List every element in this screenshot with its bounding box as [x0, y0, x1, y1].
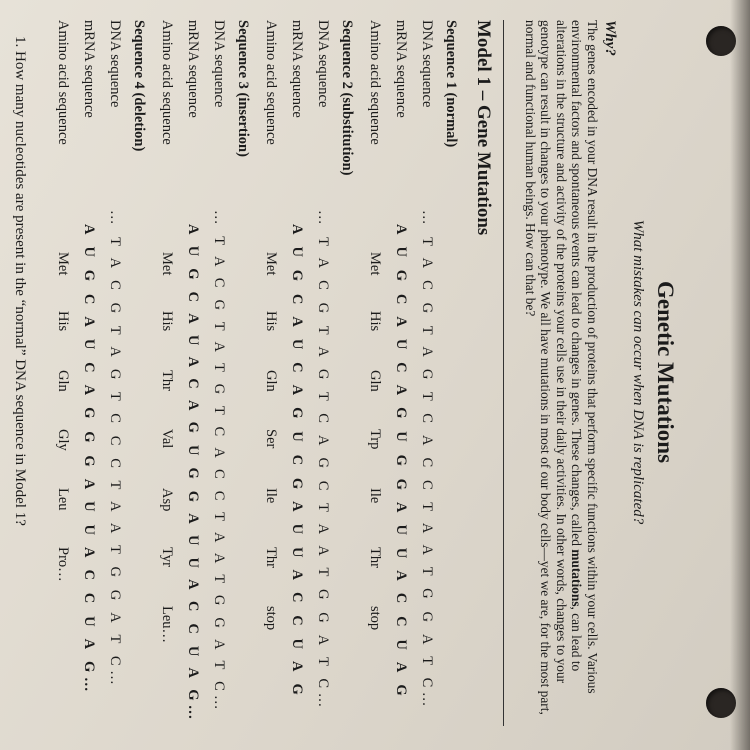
amino-acid-label: Amino acid sequence	[263, 20, 279, 145]
model-title: Model 1 – Gene Mutations	[473, 20, 494, 236]
section-divider	[503, 20, 504, 726]
page-title: Genetic Mutations	[653, 280, 678, 464]
amino-acid-label: Amino acid sequence	[367, 20, 383, 145]
amino-acid-label: Amino acid sequence	[159, 20, 175, 145]
mrna-label: mRNA sequence	[393, 20, 409, 118]
dna-sequence: … T A C G T A G T C A G C T A A T G G A T C…	[315, 210, 331, 712]
mrna-sequence: A U G C A U C A G U C G A U U A C C U A G	[289, 224, 305, 700]
amino-acid-label: Amino acid sequence	[55, 20, 71, 145]
mrna-sequence: A U G C A U C A G U G G A U U A C C U A G	[393, 224, 409, 701]
amino-acid: His	[367, 311, 383, 332]
sequence-heading: Sequence 3 (insertion)	[235, 20, 251, 157]
amino-acid: Trp	[367, 429, 383, 450]
why-text-part2: , can lead to alterations in the structure and activity of the proteins your cells use in their daily activities. In other words, changes to your genotype can result in changes to your phenotype. We all have mutations in most of our body cells—yet we are, for the most part, normal and functional human beings. How can that be?	[523, 20, 585, 715]
page-edge-shadow	[730, 0, 750, 750]
dna-sequence: … T A C G T A T G T C A C C T A A T G G A T C…	[211, 210, 227, 714]
mrna-label: mRNA sequence	[289, 20, 305, 118]
mrna-sequence: A U G C A U A C A G U G G A U U A C C U A G…	[185, 224, 201, 724]
amino-acid: Met	[263, 252, 279, 276]
amino-acid: Met	[367, 252, 383, 276]
dna-label: DNA sequence	[315, 20, 331, 108]
amino-acid: stop	[367, 606, 383, 631]
amino-acid: Leu…	[159, 606, 175, 644]
amino-acid: Gln	[367, 370, 383, 392]
amino-acid: Ile	[263, 488, 279, 504]
why-bold-word: mutations	[569, 549, 585, 607]
amino-acid: Ser	[263, 429, 279, 449]
amino-acid: Asp	[159, 488, 175, 512]
amino-acid: His	[55, 311, 71, 332]
amino-acid: His	[159, 311, 175, 332]
amino-acid: Pro…	[55, 547, 71, 582]
sequence-heading: Sequence 2 (substitution)	[339, 20, 355, 176]
amino-acid: Ile	[367, 488, 383, 504]
question-1: 1. How many nucleotides are present in the “normal” DNA sequence in Model 1?	[12, 36, 28, 526]
amino-acid: Gln	[55, 370, 71, 392]
dna-label: DNA sequence	[107, 20, 123, 108]
amino-acid-sequence	[154, 252, 180, 732]
why-heading: Why?	[602, 20, 618, 56]
mrna-label: mRNA sequence	[185, 20, 201, 118]
amino-acid-sequence	[258, 252, 284, 732]
amino-acid: stop	[263, 606, 279, 631]
amino-acid-sequence	[50, 252, 76, 732]
dna-label: DNA sequence	[211, 20, 227, 108]
amino-acid: Met	[159, 252, 175, 276]
dna-sequence: … T A C G T A G T C A C C T A A T G G A T C…	[419, 210, 435, 711]
punch-hole-top	[706, 26, 736, 56]
worksheet-page	[0, 12, 690, 732]
sequence-heading: Sequence 1 (normal)	[443, 20, 459, 148]
mrna-label: mRNA sequence	[81, 20, 97, 118]
amino-acid: His	[263, 311, 279, 332]
amino-acid: Leu	[55, 488, 71, 511]
amino-acid: Gln	[263, 370, 279, 392]
amino-acid: Thr	[263, 547, 279, 568]
amino-acid: Gly	[55, 429, 71, 451]
dna-label: DNA sequence	[419, 20, 435, 108]
amino-acid: Tyr	[159, 547, 175, 567]
amino-acid-sequence	[362, 252, 388, 732]
amino-acid: Met	[55, 252, 71, 276]
amino-acid: Thr	[367, 547, 383, 568]
why-paragraph	[523, 20, 601, 722]
sequence-heading: Sequence 4 (deletion)	[131, 20, 147, 152]
amino-acid: Val	[159, 429, 175, 449]
dna-sequence: … T A C G T A G T C C C T A A T G G A T C…	[107, 210, 123, 690]
mrna-sequence: A U G C A U C A G G G A U U A C C U A G…	[81, 224, 97, 697]
punch-hole-bottom	[706, 688, 736, 718]
why-text-part1: The genes encoded in your DNA result in the production of proteins that perform specific functions within your cells. Various environmental factors and spontaneous events can lead to changes in genes. These changes, called	[569, 20, 600, 694]
page-subtitle: What mistakes can occur when DNA is replicated?	[630, 219, 646, 525]
amino-acid: Thr	[159, 370, 175, 391]
